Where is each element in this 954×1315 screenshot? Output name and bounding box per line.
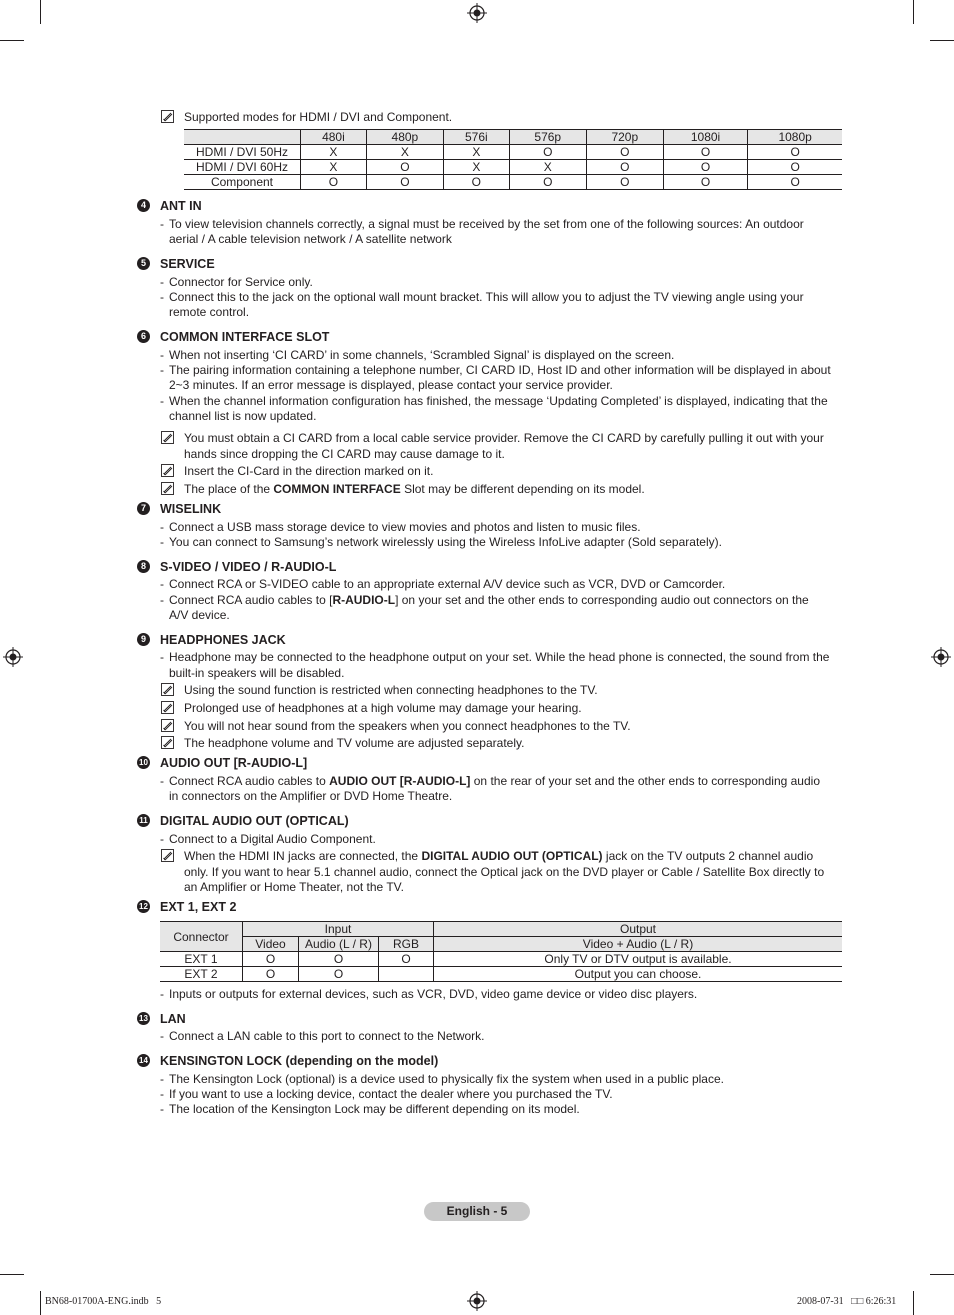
- body-line: aerial / A cable television network / A satellite network: [169, 232, 452, 246]
- body-bold-text: AUDIO OUT [R-AUDIO-L]: [329, 774, 471, 788]
- table-header-cell: 576p: [509, 130, 586, 145]
- body-line: A/V device.: [169, 608, 230, 622]
- table-cell: O: [299, 952, 379, 967]
- footer-file-name: BN68-01700A-ENG.indb 5: [45, 1296, 162, 1307]
- table-cell: X: [443, 160, 509, 175]
- crop-mark: [0, 40, 24, 41]
- body-bold-text: R-AUDIO-L: [332, 593, 396, 607]
- registration-mark-icon: [3, 647, 23, 667]
- note-line: an Amplifier or Home Theater, not the TV.: [184, 880, 404, 894]
- section-number-11: 11: [137, 814, 150, 827]
- table-row: [160, 952, 842, 967]
- bullet-dash: -: [160, 774, 164, 788]
- body-line: The Kensington Lock (optional) is a device used to physically fix the system when used in a public place.: [169, 1072, 724, 1086]
- body-line: remote control.: [169, 305, 250, 319]
- note-line: Insert the CI-Card in the direction marked on it.: [184, 464, 434, 478]
- section-number-12: 12: [137, 900, 150, 913]
- table-cell: EXT 2: [160, 967, 243, 982]
- table-header-cell: 720p: [586, 130, 663, 145]
- table-cell: O: [586, 160, 663, 175]
- crop-mark: [913, 0, 914, 24]
- body-line: The location of the Kensington Lock may be different depending on its model.: [169, 1102, 580, 1116]
- section-number-7: 7: [137, 502, 150, 515]
- body-line: The pairing information containing a telephone number, CI CARD ID, Host ID and other information will be displayed in about: [169, 363, 831, 377]
- table-header-cell: RGB: [379, 937, 434, 952]
- section-number-13: 13: [137, 1012, 150, 1025]
- section-title-ext: EXT 1, EXT 2: [160, 900, 237, 914]
- table-cell: O: [299, 967, 379, 982]
- footer-timestamp: 2008-07-31 □□ 6:26:31: [797, 1296, 897, 1307]
- section-title-audio-out: AUDIO OUT [R-AUDIO-L]: [160, 756, 308, 770]
- table-header-cell: Video + Audio (L / R): [434, 937, 843, 952]
- table-header-cell: 480i: [301, 130, 367, 145]
- note-icon: [161, 701, 174, 714]
- table-row: [184, 175, 842, 190]
- note-line: You must obtain a CI CARD from a local cable service provider. Remove the CI CARD by carefully pulling it out with your: [184, 431, 824, 445]
- table-cell: O: [663, 175, 747, 190]
- table-cell: O: [663, 145, 747, 160]
- section-title-headphones: HEADPHONES JACK: [160, 633, 286, 647]
- table-header-cell: Audio (L / R): [299, 937, 379, 952]
- hdmi-modes-note: Supported modes for HDMI / DVI and Component.: [184, 110, 453, 124]
- table-cell: O: [663, 160, 747, 175]
- note-text: The place of the: [184, 482, 274, 496]
- section-title-s-video: S-VIDEO / VIDEO / R-AUDIO-L: [160, 560, 337, 574]
- note-icon: [161, 464, 174, 477]
- crop-mark: [40, 0, 41, 24]
- table-cell: Output you can choose.: [434, 967, 843, 982]
- body-line: When not inserting ‘CI CARD’ in some channels, ‘Scrambled Signal’ is displayed on the screen.: [169, 348, 675, 362]
- table-header-cell: 1080i: [663, 130, 747, 145]
- note-line: You will not hear sound from the speakers when you connect headphones to the TV.: [184, 719, 631, 733]
- table-cell: O: [379, 952, 434, 967]
- body-line: Connect a USB mass storage device to view movies and photos and listen to music files.: [169, 520, 641, 534]
- bullet-dash: -: [160, 650, 164, 664]
- note-line: Prolonged use of headphones at a high volume may damage your hearing.: [184, 701, 582, 715]
- body-line: Connect a LAN cable to this port to connect to the Network.: [169, 1029, 485, 1043]
- crop-mark: [930, 40, 954, 41]
- table-cell: X: [366, 145, 443, 160]
- body-text: ] on your set and the other ends to corresponding audio out connectors on the: [395, 593, 809, 607]
- note-icon: [161, 110, 174, 123]
- body-line: built-in speakers will be disabled.: [169, 666, 345, 680]
- table-cell: X: [443, 145, 509, 160]
- registration-mark-icon: [467, 3, 487, 23]
- table-header-cell: [184, 130, 301, 145]
- section-title-wiselink: WISELINK: [160, 502, 222, 516]
- note-line: [184, 482, 645, 496]
- bullet-dash: -: [160, 832, 164, 846]
- body-line: 2~3 minutes. If an error message is displayed, please contact your service provider.: [169, 378, 613, 392]
- bullet-dash: -: [160, 1029, 164, 1043]
- body-text: Connect RCA audio cables to [: [169, 593, 333, 607]
- note-bold-text: DIGITAL AUDIO OUT (OPTICAL): [421, 849, 603, 863]
- table-header-cell: Video: [243, 937, 299, 952]
- body-line: in connectors on the Amplifier or DVD Home Theatre.: [169, 789, 453, 803]
- table-cell: O: [748, 145, 842, 160]
- table-cell: HDMI / DVI 60Hz: [184, 160, 301, 175]
- table-cell: X: [301, 145, 367, 160]
- bullet-dash: -: [160, 1102, 164, 1116]
- table-cell: Only TV or DTV output is available.: [434, 952, 843, 967]
- table-cell: O: [366, 160, 443, 175]
- section-number-8: 8: [137, 560, 150, 573]
- section-number-4: 4: [137, 199, 150, 212]
- page-number-label: English - 5: [424, 1202, 530, 1221]
- section-title-lan: LAN: [160, 1012, 186, 1026]
- body-line: If you want to use a locking device, contact the dealer where you purchased the TV.: [169, 1087, 613, 1101]
- section-number-5: 5: [137, 257, 150, 270]
- table-cell: O: [748, 160, 842, 175]
- bullet-dash: -: [160, 987, 164, 1001]
- table-header-cell: Connector: [160, 922, 243, 952]
- body-text: Connect RCA audio cables to: [169, 774, 330, 788]
- table-cell: O: [509, 175, 586, 190]
- table-header-cell: Input: [243, 922, 434, 937]
- note-icon: [161, 482, 174, 495]
- bullet-dash: -: [160, 275, 164, 289]
- hdmi-mode-table: [184, 129, 842, 190]
- bullet-dash: -: [160, 363, 164, 377]
- bullet-dash: -: [160, 535, 164, 549]
- body-line: [169, 593, 809, 607]
- section-number-9: 9: [137, 633, 150, 646]
- ext-table: [160, 921, 842, 982]
- registration-mark-icon: [467, 1291, 487, 1311]
- note-line: The headphone volume and TV volume are adjusted separately.: [184, 736, 525, 750]
- bullet-dash: -: [160, 394, 164, 408]
- note-line: only. If you want to hear 5.1 channel audio, connect the Optical jack on the DVD player or Cable / Satellite Box directly to: [184, 865, 825, 879]
- body-line: channel list is now updated.: [169, 409, 317, 423]
- body-line: Connect this to the jack on the optional wall mount bracket. This will allow you to adjust the TV viewing angle using your: [169, 290, 804, 304]
- section-title-digital-audio-out: DIGITAL AUDIO OUT (OPTICAL): [160, 814, 349, 828]
- section-title-ant-in: ANT IN: [160, 199, 202, 213]
- note-icon: [161, 719, 174, 732]
- note-icon: [161, 849, 174, 862]
- table-row: [184, 145, 842, 160]
- table-cell: O: [301, 175, 367, 190]
- bullet-dash: -: [160, 217, 164, 231]
- table-cell: O: [748, 175, 842, 190]
- note-line: [184, 849, 813, 863]
- bullet-dash: -: [160, 1072, 164, 1086]
- table-cell: O: [366, 175, 443, 190]
- note-text: When the HDMI IN jacks are connected, the: [184, 849, 422, 863]
- table-cell: HDMI / DVI 50Hz: [184, 145, 301, 160]
- table-cell: O: [586, 145, 663, 160]
- crop-mark: [930, 1274, 954, 1275]
- note-icon: [161, 683, 174, 696]
- table-row: [160, 967, 842, 982]
- crop-mark: [913, 1291, 914, 1315]
- section-number-14: 14: [137, 1054, 150, 1067]
- body-text: on the rear of your set and the other ends to corresponding audio: [470, 774, 820, 788]
- note-icon: [161, 431, 174, 444]
- registration-mark-icon: [931, 647, 951, 667]
- table-row: [184, 160, 842, 175]
- note-text: jack on the TV outputs 2 channel audio: [602, 849, 814, 863]
- crop-mark: [0, 1274, 24, 1275]
- note-icon: [161, 736, 174, 749]
- table-header-cell: 576i: [443, 130, 509, 145]
- body-line: Connector for Service only.: [169, 275, 313, 289]
- table-cell: EXT 1: [160, 952, 243, 967]
- body-line: Headphone may be connected to the headphone output on your set. While the head phone is connected, the sound from the: [169, 650, 830, 664]
- section-title-service: SERVICE: [160, 257, 215, 271]
- body-line: When the channel information configuration has finished, the message ‘Updating Completed’ is displayed, indicating that the: [169, 394, 828, 408]
- table-cell: O: [243, 952, 299, 967]
- section-number-10: 10: [137, 756, 150, 769]
- table-cell: O: [443, 175, 509, 190]
- body-line: Inputs or outputs for external devices, such as VCR, DVD, video game device or video disc players.: [169, 987, 698, 1001]
- table-cell: X: [509, 160, 586, 175]
- bullet-dash: -: [160, 1087, 164, 1101]
- table-header-cell: 1080p: [748, 130, 842, 145]
- section-title-common-interface: COMMON INTERFACE SLOT: [160, 330, 330, 344]
- note-line: hands since dropping the CI CARD may cause damage to it.: [184, 447, 505, 461]
- table-header-cell: 480p: [366, 130, 443, 145]
- table-cell: X: [301, 160, 367, 175]
- body-line: To view television channels correctly, a signal must be received by the set from one of the following sources: An outdoor: [169, 217, 804, 231]
- body-line: Connect to a Digital Audio Component.: [169, 832, 376, 846]
- table-header-cell: Output: [434, 922, 843, 937]
- bullet-dash: -: [160, 577, 164, 591]
- table-cell: O: [586, 175, 663, 190]
- crop-mark: [40, 1291, 41, 1315]
- note-line: Using the sound function is restricted when connecting headphones to the TV.: [184, 683, 598, 697]
- bullet-dash: -: [160, 348, 164, 362]
- table-cell: O: [243, 967, 299, 982]
- table-cell: [379, 967, 434, 982]
- bullet-dash: -: [160, 593, 164, 607]
- bullet-dash: -: [160, 520, 164, 534]
- note-text: Slot may be different depending on its model.: [400, 482, 645, 496]
- section-title-kensington: KENSINGTON LOCK (depending on the model): [160, 1054, 439, 1068]
- note-bold-text: COMMON INTERFACE: [273, 482, 401, 496]
- body-line: Connect RCA or S-VIDEO cable to an appropriate external A/V device such as VCR, DVD or Camcorder.: [169, 577, 726, 591]
- bullet-dash: -: [160, 290, 164, 304]
- table-cell: Component: [184, 175, 301, 190]
- body-line: You can connect to Samsung’s network wirelessly using the Wireless InfoLive adapter (Sold separately).: [169, 535, 722, 549]
- section-number-6: 6: [137, 330, 150, 343]
- body-line: [169, 774, 820, 788]
- table-cell: O: [509, 145, 586, 160]
